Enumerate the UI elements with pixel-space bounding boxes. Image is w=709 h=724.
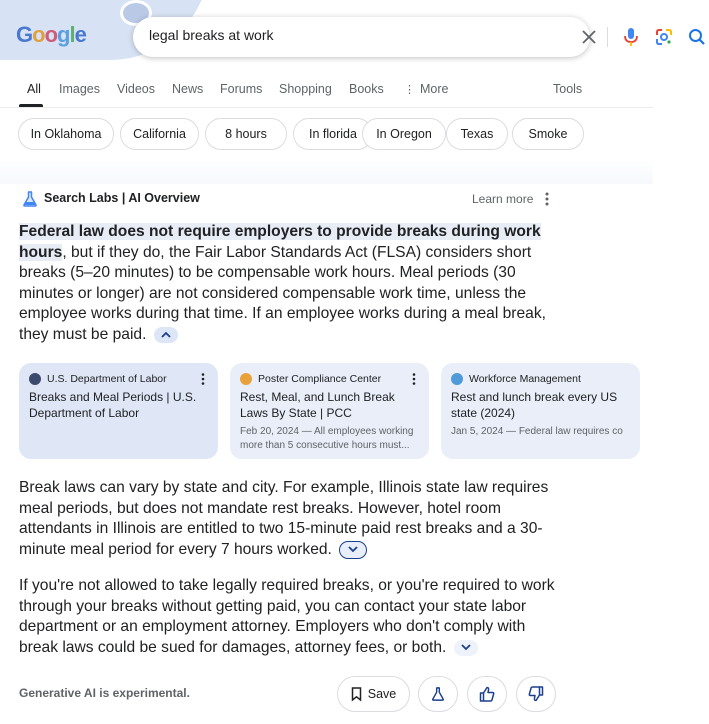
overview-paragraph-3 — [19, 576, 559, 658]
thumbs-up-button[interactable] — [467, 676, 507, 712]
site-favicon-icon — [451, 373, 463, 385]
overview-paragraph-2 — [19, 478, 559, 560]
clear-icon[interactable] — [577, 25, 601, 49]
active-tab-indicator — [19, 104, 43, 107]
source-snippet: Feb 20, 2024 — All employees working more than 5 consecutive hours must... — [240, 426, 414, 451]
tab-videos[interactable]: Videos — [117, 82, 155, 96]
tab-more-label: More — [420, 82, 449, 96]
paragraph-2-text: Break laws can vary by state and city. For example, Illinois state law requires meal periods, but does not mandate rest breaks. However, hotel room attendants in Illinois are entitled to two 15-minute paid rest breaks and a 30-minute meal period for every 7 hours worked. — [19, 479, 549, 558]
tab-news[interactable]: News — [172, 82, 204, 96]
tab-images[interactable]: Images — [59, 82, 100, 96]
source-site — [29, 373, 167, 385]
highlighted-answer: Federal law does not require employers to provide breaks during work hours — [19, 223, 541, 261]
source-snippet: Jan 5, 2024 — Federal law requires co — [451, 426, 623, 437]
search-tabs — [0, 78, 653, 108]
google-logo: Google — [16, 22, 86, 47]
source-cards — [19, 363, 623, 459]
tab-more[interactable] — [404, 82, 448, 96]
header — [0, 0, 653, 72]
overview-paragraph-1 — [19, 222, 559, 346]
tab-books[interactable]: Books — [349, 82, 384, 96]
overview-fade — [0, 160, 653, 184]
chip-california[interactable]: California — [120, 118, 199, 150]
tab-all[interactable]: All — [27, 82, 41, 96]
source-title: Rest, Meal, and Lunch Break Laws By State | PCC — [240, 390, 395, 420]
chip-texas[interactable]: Texas — [446, 118, 508, 150]
source-site — [451, 373, 581, 385]
search-divider — [607, 27, 608, 47]
labs-button[interactable] — [418, 676, 458, 712]
search-box — [133, 17, 590, 57]
paragraph-3-text: If you're not allowed to take legally required breaks, or you're required to work through your breaks without getting paid, you can contact your state labor department or an employment attorney. Employers who don't comply with break laws could be sued for damages, attorney fees, or both. — [19, 577, 555, 656]
thumbs-down-button[interactable] — [516, 676, 556, 712]
expand-button[interactable] — [454, 640, 478, 656]
chevron-down-icon — [348, 546, 358, 553]
tab-shopping[interactable]: Shopping — [279, 82, 332, 96]
source-card[interactable] — [19, 363, 218, 459]
source-site-name: Poster Compliance Center — [258, 373, 382, 385]
ai-overview-title: Search Labs | AI Overview — [44, 191, 200, 205]
source-site-name: Workforce Management — [469, 373, 581, 385]
tab-forums[interactable]: Forums — [220, 82, 263, 96]
card-more-icon[interactable] — [410, 372, 418, 386]
google-lens-icon[interactable] — [652, 25, 676, 49]
search-icon[interactable] — [685, 25, 709, 49]
search-input[interactable] — [149, 27, 439, 43]
more-options-icon[interactable] — [540, 190, 554, 208]
site-favicon-icon — [240, 373, 252, 385]
save-button[interactable] — [337, 676, 410, 712]
site-favicon-icon — [29, 373, 41, 385]
flask-icon — [22, 191, 38, 207]
source-site — [240, 373, 381, 385]
flask-icon — [431, 687, 445, 701]
collapse-button[interactable] — [154, 327, 178, 343]
tools-button[interactable]: Tools — [553, 82, 583, 96]
save-label: Save — [367, 687, 397, 701]
thumbs-down-icon — [528, 686, 544, 702]
chip-in-oregon[interactable]: In Oregon — [362, 118, 446, 150]
chevron-down-icon — [461, 644, 471, 651]
card-more-icon[interactable] — [199, 372, 207, 386]
source-title: Rest and lunch break every US state (2024) — [451, 390, 618, 420]
thumbs-up-icon — [479, 686, 495, 702]
microphone-icon[interactable] — [619, 25, 643, 49]
experimental-note: Generative AI is experimental. — [19, 686, 190, 700]
source-title: Breaks and Meal Periods | U.S. Department of Labor — [29, 390, 197, 420]
learn-more-link[interactable]: Learn more — [472, 192, 534, 206]
paragraph-1-text: , but if they do, the Fair Labor Standards Act (FLSA) considers short breaks (5–20 minutes) to be compensable work hours. Meal periods (30 minutes or longer) are not considered compensable work time, unless the employee works during that time. If an employee works during a meal break, they must be paid. — [19, 243, 546, 343]
chip-in-florida[interactable]: In florida — [293, 118, 373, 150]
chip-in-oklahoma[interactable]: In Oklahoma — [18, 118, 114, 150]
chevron-up-icon — [161, 331, 171, 338]
source-site-name: U.S. Department of Labor — [47, 373, 167, 385]
ai-overview-header — [22, 190, 562, 210]
source-card[interactable] — [441, 363, 640, 459]
expand-button[interactable] — [339, 541, 367, 559]
source-card[interactable] — [230, 363, 429, 459]
bookmark-icon — [351, 687, 362, 701]
chip-8-hours[interactable]: 8 hours — [205, 118, 287, 150]
chip-smoke[interactable]: Smoke — [512, 118, 584, 150]
more-vert-icon: ⋮ — [404, 84, 415, 96]
